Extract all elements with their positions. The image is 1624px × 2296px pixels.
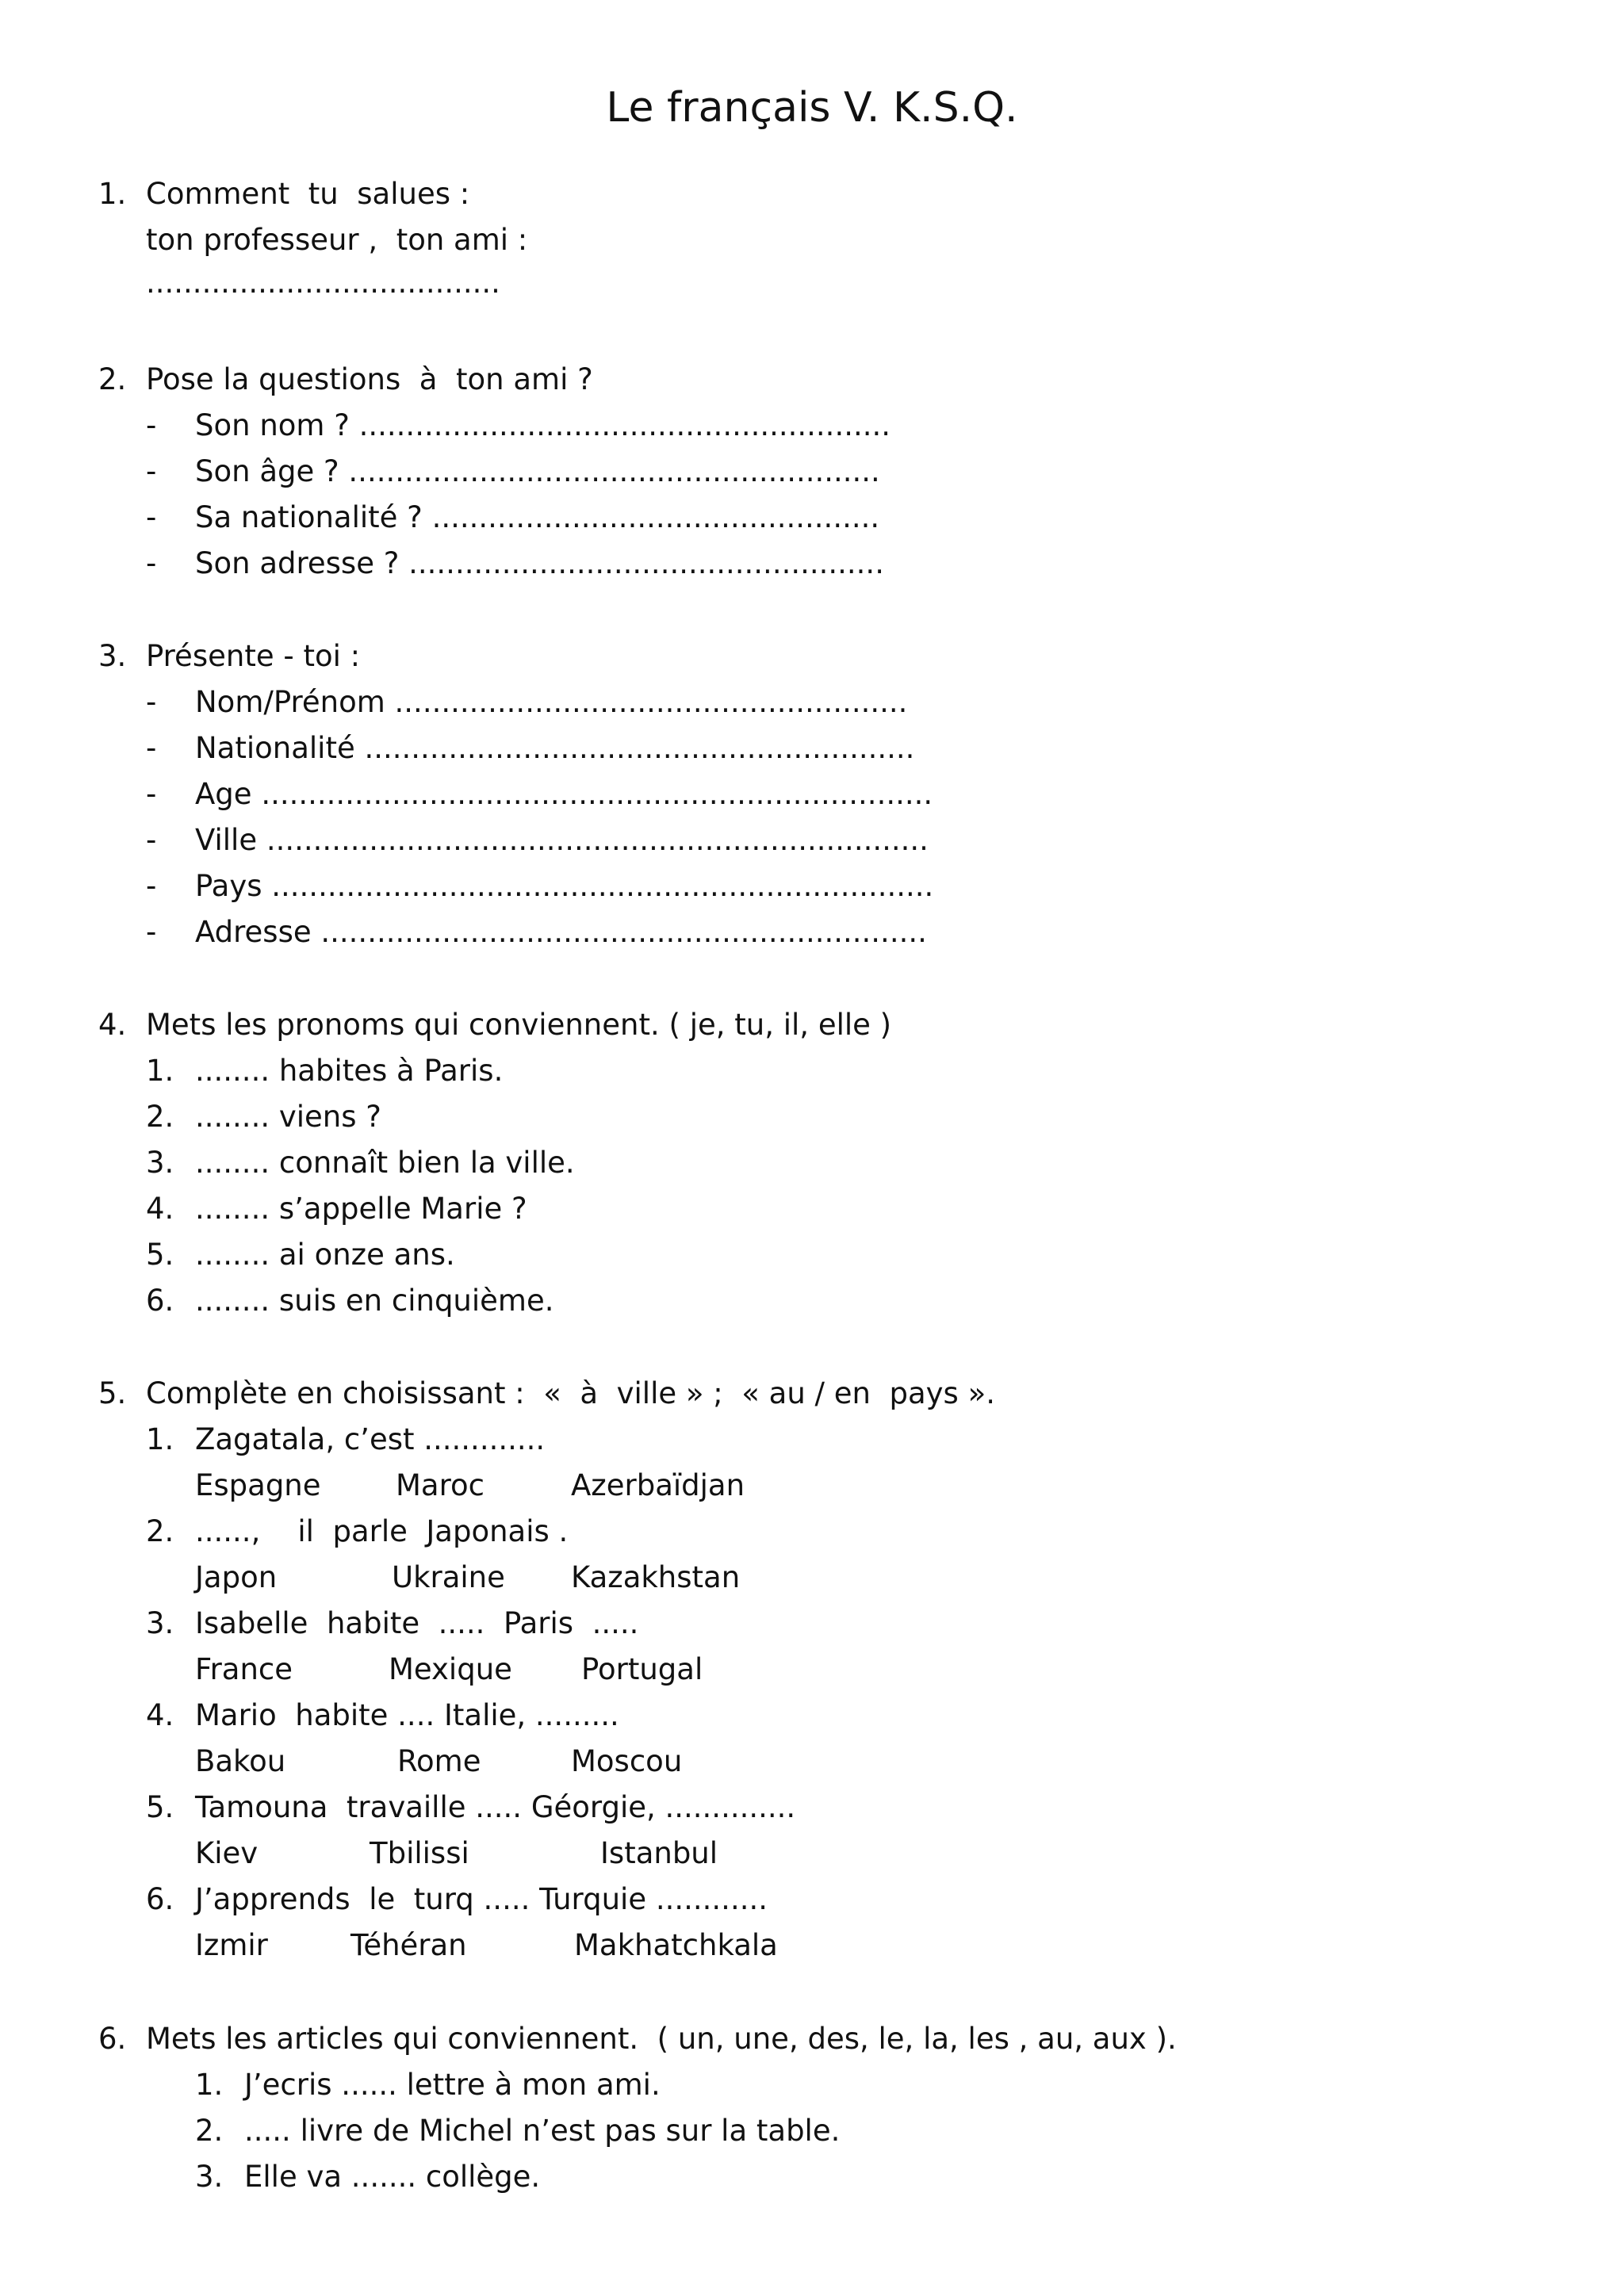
q4-item: ........ viens ? xyxy=(195,1100,381,1134)
list-dash: - xyxy=(146,869,157,903)
q5-option: Izmir xyxy=(195,1928,268,1962)
q4-item: ........ connaît bien la ville. xyxy=(195,1146,575,1180)
q1-answer-blank: ...................................... xyxy=(146,266,500,300)
q4-number: 4. xyxy=(98,1008,127,1042)
q5-item-number: 2. xyxy=(146,1514,174,1548)
q4-item-number: 1. xyxy=(146,1054,174,1088)
q4-item-number: 3. xyxy=(146,1146,174,1180)
q4-item-number: 5. xyxy=(146,1238,174,1272)
q2-item: Sa nationalité ? ................................................ xyxy=(195,500,880,534)
q2-item: Son adresse ? ................................................... xyxy=(195,546,884,580)
q3-number: 3. xyxy=(98,639,127,673)
q4-item: ........ habites à Paris. xyxy=(195,1054,504,1088)
q6-item-number: 3. xyxy=(195,2160,224,2194)
q3-item: Pays ....................................................................... xyxy=(195,869,934,903)
q5-option: Espagne xyxy=(195,1468,321,1502)
q3-item: Nationalité ........................................................... xyxy=(195,731,915,765)
list-dash: - xyxy=(146,823,157,857)
q5-option: Maroc xyxy=(396,1468,485,1502)
q2-item: Son âge ? ......................................................... xyxy=(195,454,880,488)
q3-item: Ville ....................................................................... xyxy=(195,823,929,857)
list-dash: - xyxy=(146,546,157,580)
list-dash: - xyxy=(146,408,157,442)
q5-item-number: 3. xyxy=(146,1606,174,1640)
q5-item: Mario habite .... Italie, ......... xyxy=(195,1698,619,1732)
q6-item: ..... livre de Michel n’est pas sur la table. xyxy=(244,2114,841,2148)
q4-item: ........ s’appelle Marie ? xyxy=(195,1192,527,1226)
list-dash: - xyxy=(146,500,157,534)
q5-option: France xyxy=(195,1652,293,1686)
q5-item: J’apprends le turq ..... Turquie ............ xyxy=(195,1882,768,1916)
q5-item-number: 1. xyxy=(146,1422,174,1456)
q4-item-number: 2. xyxy=(146,1100,174,1134)
q5-item-number: 5. xyxy=(146,1790,174,1824)
q6-item-number: 2. xyxy=(195,2114,224,2148)
q5-option: Istanbul xyxy=(600,1836,718,1870)
q1-number: 1. xyxy=(98,177,127,211)
q5-item: Zagatala, c’est ............. xyxy=(195,1422,546,1456)
page-title: Le français V. K.S.Q. xyxy=(606,84,1018,132)
q5-item-number: 4. xyxy=(146,1698,174,1732)
list-dash: - xyxy=(146,454,157,488)
q5-option: Portugal xyxy=(581,1652,703,1686)
q5-option: Rome xyxy=(397,1744,481,1778)
q5-option: Ukraine xyxy=(392,1560,505,1594)
list-dash: - xyxy=(146,731,157,765)
q4-item-number: 4. xyxy=(146,1192,174,1226)
q4-item-number: 6. xyxy=(146,1284,174,1318)
q4-prompt: Mets les pronoms qui conviennent. ( je, tu, il, elle ) xyxy=(146,1008,892,1042)
q5-item: Isabelle habite ..... Paris ..... xyxy=(195,1606,639,1640)
list-dash: - xyxy=(146,915,157,949)
q2-prompt: Pose la questions à ton ami ? xyxy=(146,362,593,396)
q1-line-1: Comment tu salues : xyxy=(146,177,470,211)
q5-option: Japon xyxy=(195,1560,278,1594)
q5-option: Moscou xyxy=(571,1744,683,1778)
list-dash: - xyxy=(146,685,157,719)
q4-item: ........ suis en cinquième. xyxy=(195,1284,554,1318)
q3-item: Adresse ................................................................. xyxy=(195,915,927,949)
q5-option: Azerbaïdjan xyxy=(571,1468,745,1502)
q6-item: Elle va ....... collège. xyxy=(244,2160,541,2194)
q5-number: 5. xyxy=(98,1376,127,1410)
q3-item: Age ........................................................................ xyxy=(195,777,933,811)
q5-option: Kiev xyxy=(195,1836,259,1870)
q2-item: Son nom ? ......................................................... xyxy=(195,408,891,442)
q5-item-number: 6. xyxy=(146,1882,174,1916)
q5-prompt: Complète en choisissant : « à ville » ; « au / en pays ». xyxy=(146,1376,995,1410)
q6-item-number: 1. xyxy=(195,2068,224,2102)
q5-option: Bakou xyxy=(195,1744,286,1778)
q6-number: 6. xyxy=(98,2022,127,2056)
q5-option: Makhatchkala xyxy=(574,1928,778,1962)
q3-item: Nom/Prénom ....................................................... xyxy=(195,685,908,719)
q5-item: ......, il parle Japonais . xyxy=(195,1514,569,1548)
q5-option: Tbilissi xyxy=(370,1836,469,1870)
q5-item: Tamouna travaille ..... Géorgie, .............. xyxy=(195,1790,796,1824)
q6-item: J’ecris ...... lettre à mon ami. xyxy=(244,2068,661,2102)
list-dash: - xyxy=(146,777,157,811)
q5-option: Kazakhstan xyxy=(571,1560,741,1594)
q6-prompt: Mets les articles qui conviennent. ( un, une, des, le, la, les , au, aux ). xyxy=(146,2022,1177,2056)
q4-item: ........ ai onze ans. xyxy=(195,1238,455,1272)
q5-option: Mexique xyxy=(389,1652,512,1686)
q3-prompt: Présente - toi : xyxy=(146,639,361,673)
q5-option: Téhéran xyxy=(350,1928,467,1962)
q1-line-2: ton professeur , ton ami : xyxy=(146,223,528,257)
q2-number: 2. xyxy=(98,362,127,396)
